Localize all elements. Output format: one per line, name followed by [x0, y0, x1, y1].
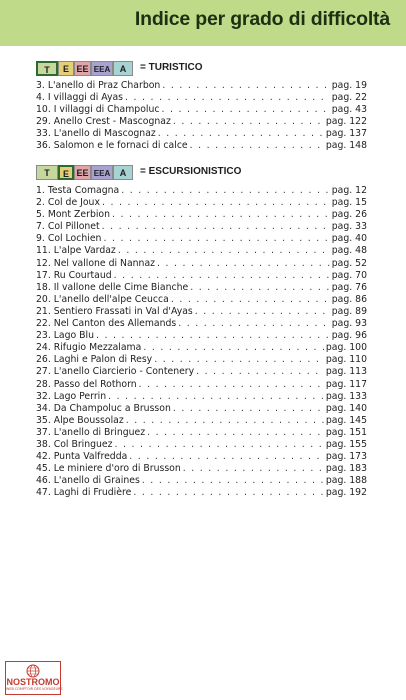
badge-t: T [36, 61, 58, 76]
entry-page: pag. 12 [331, 185, 367, 196]
dot-leader [100, 197, 330, 209]
entry-title: 29. Anello Crest - Mascognaz [36, 116, 171, 128]
entry-title: 3. L'anello di Praz Charbon [36, 80, 161, 91]
entry-page: pag. 140 [325, 402, 367, 414]
header-band [0, 0, 406, 46]
entry-page: pag. 43 [331, 104, 367, 116]
dot-leader [160, 80, 329, 92]
dot-leader [176, 318, 329, 330]
entry-page: pag. 48 [331, 245, 367, 257]
entry-title: 7. Col Pillonet [36, 221, 100, 233]
entry-page: pag. 137 [325, 128, 367, 140]
entry-page: pag. 122 [325, 116, 367, 128]
logo-name: NOSTROMO [6, 677, 60, 687]
badge-eea: EEA [91, 61, 113, 76]
entry-title: 11. L'alpe Vardaz [36, 245, 116, 257]
index-entry [36, 270, 367, 282]
entry-title: 32. Lago Perrin [36, 390, 107, 402]
index-entry [36, 475, 367, 487]
entry-page: pag. 183 [325, 463, 367, 475]
entry-page: pag. 22 [331, 92, 367, 104]
entry-title: 42. Punta Valfredda [36, 451, 128, 463]
dot-leader [169, 294, 330, 306]
entry-page: pag. 100 [325, 342, 367, 354]
dot-leader [106, 391, 324, 403]
index-entry [36, 439, 367, 451]
dot-leader [140, 475, 324, 487]
entry-page: pag. 93 [331, 318, 367, 330]
index-entry [36, 128, 367, 140]
section-label: = ESCURSIONISTICO [140, 166, 242, 177]
badge-e: E [58, 61, 74, 76]
entry-title: 26. Laghi e Palon di Resy [36, 354, 153, 366]
index-entry [36, 354, 367, 366]
entry-title: 5. Mont Zerbion [36, 209, 111, 221]
entry-title: 36. Salomon e le fornaci di calce [36, 140, 188, 152]
entry-page: pag. 40 [331, 233, 367, 245]
section-label: = TURISTICO [140, 62, 203, 73]
badge-t: T [36, 165, 58, 180]
index-entry [36, 282, 367, 294]
dot-leader [119, 185, 330, 197]
index-entry [36, 403, 367, 415]
entry-title: 37. L'anello di Bringuez [36, 426, 146, 438]
entry-title: 46. L'anello di Graines [36, 475, 140, 487]
logo-subtitle: WEB COMPTOIR DES VOYAGEURS [6, 687, 63, 691]
dot-leader [110, 209, 330, 221]
entry-title: 9. Col Lochien [36, 233, 102, 245]
index-entry [36, 245, 367, 257]
dot-leader [155, 258, 330, 270]
entry-page: pag. 86 [331, 293, 367, 305]
badge-a: A [113, 165, 133, 180]
entry-page: pag. 33 [331, 221, 367, 233]
entry-title: 20. L'anello dell'alpe Ceucca [36, 293, 169, 305]
entry-page: pag. 96 [331, 330, 367, 342]
entry-page: pag. 26 [331, 209, 367, 221]
nostromo-logo [5, 661, 61, 695]
dot-leader [123, 92, 330, 104]
index-entry [36, 233, 367, 245]
dot-leader [181, 463, 324, 475]
entry-page: pag. 52 [331, 257, 367, 269]
dot-leader [101, 233, 329, 245]
index-entry [36, 415, 367, 427]
entry-title: 17. Ru Courtaud [36, 269, 112, 281]
entry-title: 45. Le miniere d'oro di Brusson [36, 463, 181, 475]
dot-leader [127, 451, 324, 463]
difficulty-badges [36, 61, 133, 76]
dot-leader [100, 221, 330, 233]
index-entry [36, 463, 367, 475]
entry-title: 33. L'anello di Mascognaz [36, 128, 156, 140]
dot-leader [188, 140, 324, 152]
turistico-list [36, 80, 367, 153]
entry-title: 2. Col de Joux [36, 197, 100, 209]
index-entry [36, 209, 367, 221]
index-entry [36, 391, 367, 403]
dot-leader [145, 427, 324, 439]
index-entry [36, 80, 367, 92]
entry-title: 1. Testa Comagna [36, 185, 120, 196]
dot-leader [188, 282, 330, 294]
entry-title: 28. Passo del Rothorn [36, 378, 137, 390]
entry-page: pag. 70 [331, 269, 367, 281]
index-entry [36, 379, 367, 391]
dot-leader [137, 379, 324, 391]
dot-leader [159, 104, 329, 116]
page-title: Indice per grado di difficoltà [134, 8, 390, 30]
entry-title: 47. Laghi di Frudière [36, 487, 132, 499]
index-entry [36, 197, 367, 209]
index-entry [36, 116, 367, 128]
entry-page: pag. 148 [325, 140, 367, 152]
entry-page: pag. 89 [331, 305, 367, 317]
index-entry [36, 221, 367, 233]
dot-leader [94, 330, 330, 342]
dot-leader [171, 116, 324, 128]
index-entry [36, 366, 367, 378]
entry-page: pag. 117 [325, 378, 367, 390]
badge-ee: EE [74, 61, 91, 76]
dot-leader [131, 487, 324, 499]
entry-page: pag. 76 [331, 281, 367, 293]
entry-page: pag. 15 [331, 197, 367, 209]
entry-title: 34. Da Champoluc a Brusson [36, 402, 171, 414]
entry-title: 18. Il vallone delle Cime Bianche [36, 281, 189, 293]
entry-page: pag. 192 [325, 487, 367, 499]
difficulty-badges [36, 165, 133, 180]
index-entry [36, 104, 367, 116]
badge-eea: EEA [91, 165, 113, 180]
badge-a: A [113, 61, 133, 76]
index-entry [36, 140, 367, 152]
entry-title: 10. I villaggi di Champoluc [36, 104, 160, 116]
entry-title: 21. Sentiero Frassati in Val d'Ayas [36, 305, 193, 317]
entry-title: 27. L'anello Ciarcierio - Contenery [36, 366, 195, 378]
escursionistico-list [36, 185, 367, 499]
entry-page: pag. 113 [325, 366, 367, 378]
entry-page: pag. 188 [325, 475, 367, 487]
entry-title: 38. Col Bringuez [36, 438, 113, 450]
dot-leader [171, 403, 324, 415]
entry-page: pag. 133 [325, 390, 367, 402]
dot-leader [112, 270, 330, 282]
index-entry [36, 306, 367, 318]
entry-title: 23. Lago Blu [36, 330, 95, 342]
dot-leader [116, 245, 330, 257]
index-entry [36, 258, 367, 270]
entry-page: pag. 145 [325, 414, 367, 426]
index-entry [36, 92, 367, 104]
index-entry [36, 330, 367, 342]
index-entry [36, 427, 367, 439]
entry-page: pag. 110 [325, 354, 367, 366]
badge-e: E [58, 165, 74, 180]
index-entry [36, 294, 367, 306]
dot-leader [193, 306, 330, 318]
entry-page: pag. 155 [325, 438, 367, 450]
dot-leader [113, 439, 324, 451]
entry-page: pag. 19 [331, 80, 367, 91]
dot-leader [124, 415, 324, 427]
globe-icon [23, 664, 43, 678]
badge-ee: EE [74, 165, 91, 180]
entry-title: 4. I villaggi di Ayas [36, 92, 124, 104]
entry-page: pag. 151 [325, 426, 367, 438]
entry-title: 24. Rifugio Mezzalama [36, 342, 142, 354]
index-entry [36, 451, 367, 463]
entry-page: pag. 173 [325, 451, 367, 463]
index-entry [36, 342, 367, 354]
entry-title: 22. Nel Canton des Allemands [36, 318, 177, 330]
index-entry [36, 487, 367, 499]
index-entry [36, 185, 367, 197]
entry-title: 12. Nel vallone di Nannaz [36, 257, 156, 269]
dot-leader [194, 366, 324, 378]
entry-title: 35. Alpe Boussolaz [36, 414, 124, 426]
dot-leader [141, 342, 324, 354]
dot-leader [152, 354, 324, 366]
dot-leader [156, 128, 324, 140]
index-entry [36, 318, 367, 330]
